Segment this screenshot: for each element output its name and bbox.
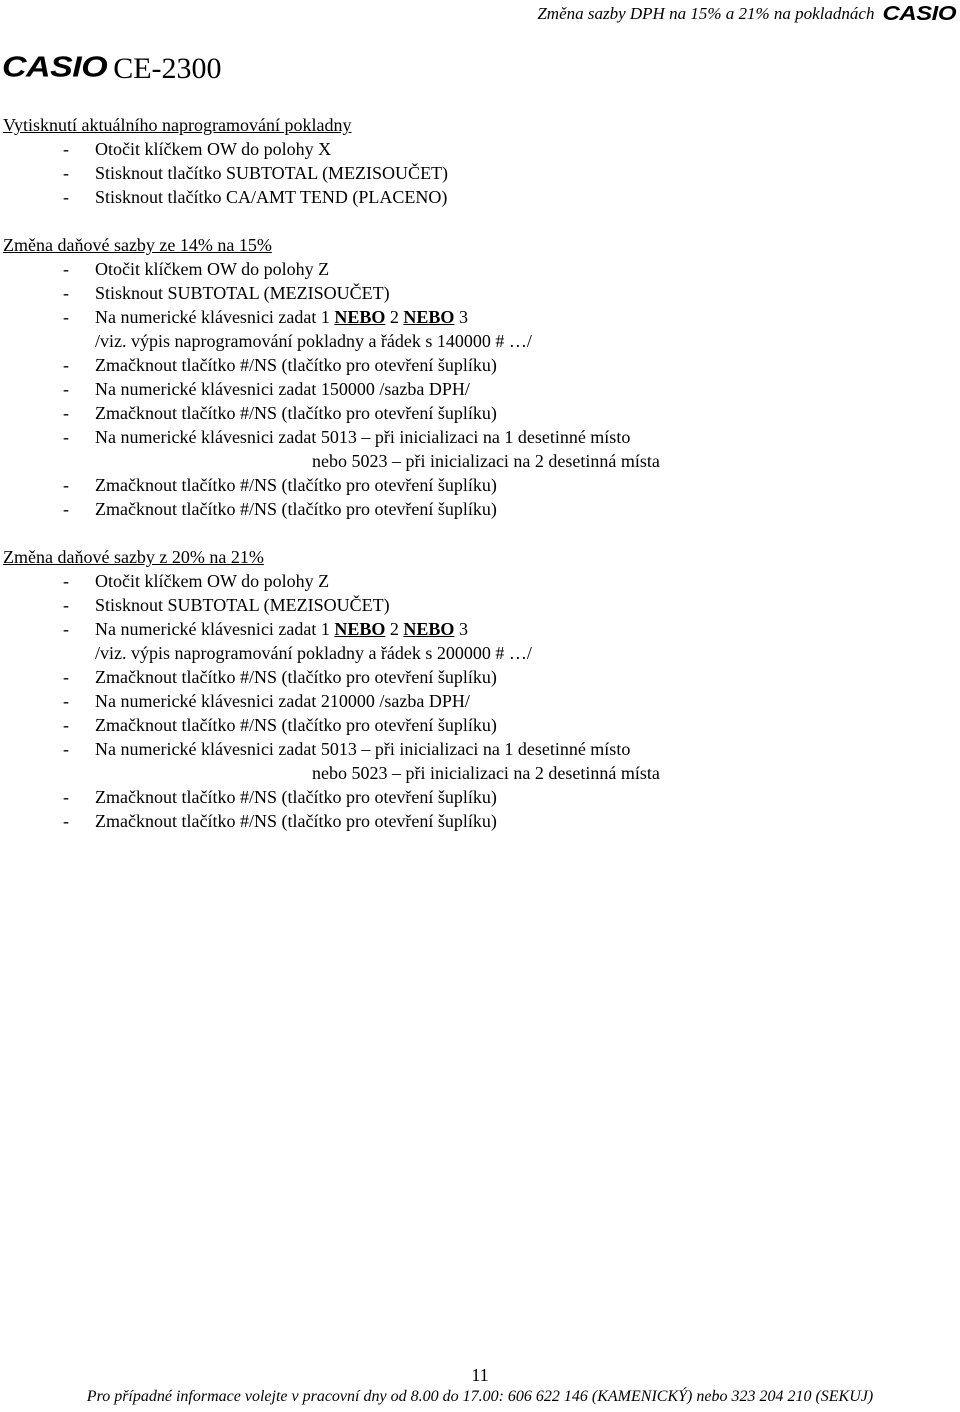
list-item: - Zmačknout tlačítko #/NS (tlačítko pro otevření šuplíku) [3, 665, 953, 689]
list-item-continuation: /viz. výpis naprogramování pokladny a řádek s 200000 # …/ [95, 643, 532, 663]
footer-contact: Pro případné informace volejte v pracovní dny od 8.00 do 17.00: 606 622 146 (KAMENICKÝ) nebo 323 204 210 (SEKUJ) [86, 1388, 874, 1405]
or-keyword: NEBO [403, 307, 455, 327]
list-item: - Na numerické klávesnici zadat 1 NEBO 2 NEBO 3 [3, 617, 953, 641]
page-number: 11 [471, 1365, 489, 1385]
or-keyword: NEBO [334, 619, 386, 639]
section-vat-21-title: Změna daňové sazby z 20% na 21% [3, 547, 264, 567]
list-item: - Na numerické klávesnici zadat 210000 /sazba DPH/ [3, 689, 953, 713]
list-item-continuation: nebo 5023 – při inicializaci na 2 desetinná místa [312, 451, 660, 471]
list-item: - Na numerické klávesnici zadat 5013 – při inicializaci na 1 desetinné místo [3, 425, 953, 449]
list-item: - Zmačknout tlačítko #/NS (tlačítko pro otevření šuplíku) [3, 809, 953, 833]
list-item: - Zmačknout tlačítko #/NS (tlačítko pro otevření šuplíku) [3, 353, 953, 377]
model-heading [2, 50, 222, 86]
list-item: - Zmačknout tlačítko #/NS (tlačítko pro otevření šuplíku) [3, 473, 953, 497]
list-item: - Na numerické klávesnici zadat 5013 – při inicializaci na 1 desetinné místo [3, 737, 953, 761]
section-print-title: Vytisknutí aktuálního naprogramování pokladny [3, 115, 352, 135]
list-item: - Stisknout tlačítko SUBTOTAL (MEZISOUČET) [3, 161, 953, 185]
list-item-continuation: /viz. výpis naprogramování pokladny a řádek s 140000 # …/ [95, 331, 532, 351]
header-title: Změna sazby DPH na 15% a 21% na pokladnách [537, 4, 875, 23]
model-name: CE-2300 [113, 52, 222, 85]
list-item: - Stisknout tlačítko CA/AMT TEND (PLACENO) [3, 185, 953, 209]
list-item: - Zmačknout tlačítko #/NS (tlačítko pro otevření šuplíku) [3, 497, 953, 521]
page-header [537, 2, 956, 26]
list-item: - Stisknout SUBTOTAL (MEZISOUČET) [3, 593, 953, 617]
list-item: - Otočit klíčkem OW do polohy Z [3, 257, 953, 281]
list-item: - Zmačknout tlačítko #/NS (tlačítko pro otevření šuplíku) [3, 713, 953, 737]
casio-logo: CASIO [2, 50, 108, 84]
list-item: - Zmačknout tlačítko #/NS (tlačítko pro otevření šuplíku) [3, 785, 953, 809]
section-vat-15-title: Změna daňové sazby ze 14% na 15% [3, 235, 272, 255]
list-item: - Otočit klíčkem OW do polohy Z [3, 569, 953, 593]
or-keyword: NEBO [403, 619, 455, 639]
list-item: - Na numerické klávesnici zadat 150000 /sazba DPH/ [3, 377, 953, 401]
document-body [3, 113, 953, 833]
list-item: - Stisknout SUBTOTAL (MEZISOUČET) [3, 281, 953, 305]
or-keyword: NEBO [334, 307, 386, 327]
list-item: - Zmačknout tlačítko #/NS (tlačítko pro otevření šuplíku) [3, 401, 953, 425]
header-casio-logo: CASIO [882, 2, 956, 26]
list-item-continuation: nebo 5023 – při inicializaci na 2 desetinná místa [312, 763, 660, 783]
list-item: - Otočit klíčkem OW do polohy X [3, 137, 953, 161]
list-item: - Na numerické klávesnici zadat 1 NEBO 2 NEBO 3 [3, 305, 953, 329]
